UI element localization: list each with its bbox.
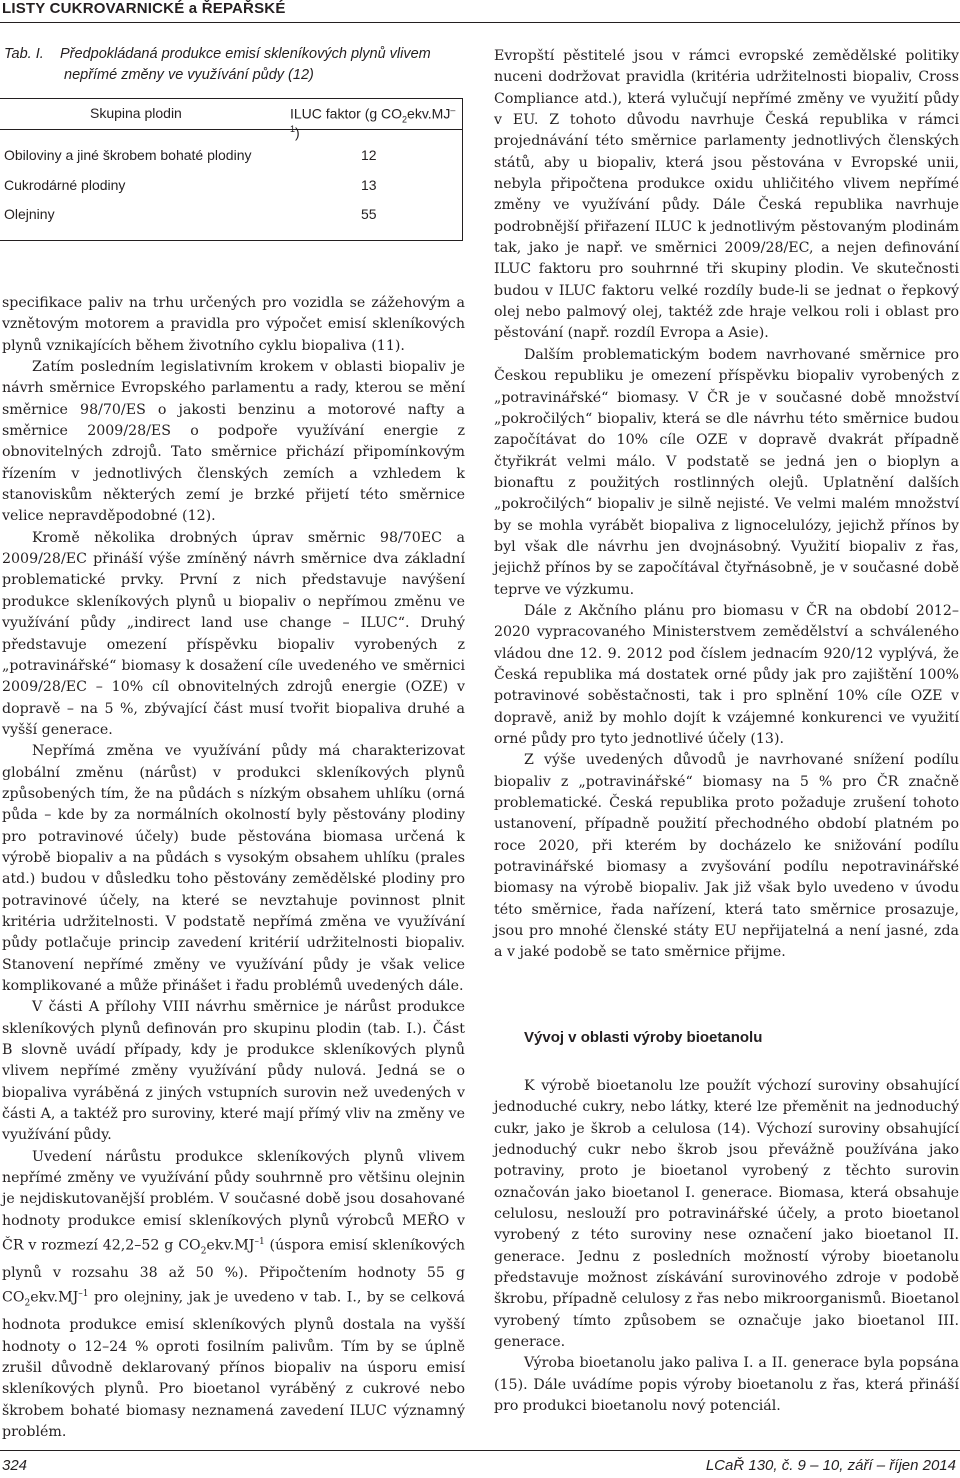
paragraph: Evropští pěstitelé jsou v rámci evropské zemědělské politiky nuceni dodržovat pravidla (kritéria udržitelnosti biopaliv, Cross Compliance atd.), která vylučují nepřímé změny ve využití půdy v EU. Z tohoto důvodu navrhuje Česká republika v rámci projednávání této směrnice parlamenty jednotlivých členských států, aby u biopaliv, která jsou pěstována v Evropské unii, nebyla připočtena produkce oxidu uhličitého vlivem nepřímé změny ve využívání půdy. Dále Česká republika navrhuje podrobnější přiřazení ILUC k jednotlivým pěstovaným plodinám tak, jako je např. ve směrnici 2009/28/EC, a nejen definování ILUC faktoru pro souhrnné tři skupiny plodin. Ve skutečnosti budou v ILUC faktoru velké rozdíly bude-li se jednat o řepkový olej nebo palmový olej, taktéž zde hraje velkou roli i oblast pro pěstování (např. rozdíl Evropa a Asie). (494, 48, 959, 342)
paragraph: Zatím posledním legislativním krokem v oblasti biopaliv je návrh směrnice Evropského parlamentu a rady, kterou se mění směrnice 98/70/ES o jakosti benzinu a motorové nafty a směrnice 2009/28/ES o podpoře využívání energie z obnovitelných zdrojů. Tato směrnice přichází připomínkovým řízením v jednotlivých členských zemích a vzhledem k stanoviskům některých zemí je brzké přijetí této směrnice velice nepravděpodobné (12). (2, 359, 465, 525)
paragraph: Nepřímá změna ve využívání půdy má charakterizovat globální změnu (nárůst) v produkci skleníkových plynů způsobených tím, že na půdách s nízkým obsahem uhlíku (orná půda – kde by za normálních okolností byly pěstovány plodiny pro potravinové účely) bude pěstována biomasa určená k výrobě biopaliv a na půdách s vysokým obsahem uhlíku (prales atd.) budou v důsledku toho pěstovány zemědělské plodiny pro potravinové účely, na které se nevztahuje povinnost plnit kritéria udržitelnosti. V podstatě nepřímá změna ve využívání půdy potlačuje princip zavedení kritérií udržitelnosti biopaliv. Stanovení nepřímé změny ve využívání půdy je však velice komplikované a může přinášet i řadu problémů uvedených dále. (2, 743, 465, 994)
crop-group-cell: Obiloviny a jiné škrobem bohaté plodiny (4, 147, 252, 163)
iluc-factor-cell: 55 (361, 206, 377, 222)
paragraph: K výrobě bioetanolu lze použít výchozí suroviny obsahující jednoduché cukry, nebo látky, které lze přeměnit na jednoduchý cukr, jako je škrob a celulosa (14). Výchozí suroviny obsahující jednoduchý cukr nebo škrob jsou převážně používána jako potraviny, proto je bioetanol vyrobený z těchto surovin označován jako bioetanol I. generace. Biomasa, která obsahuje celulosu, neslouží pro potravinářské účely, a proto bioetanol vyrobený z této suroviny nese označení jako bioetanol II. generace. Jednu z posledních možností výroby bioetanolu představuje možnost získávání surovinového zdroje v podobě škrobu, případně celulosy z řas nebo mikroorganismů. Bioetanol vyrobený tímto způsobem se označuje jako bioetanol III. generace. (494, 1078, 959, 1351)
table-row (0, 177, 462, 197)
paragraph: Kromě několika drobných úprav směrnic 98/70EC a 2009/28/EC přináší výše zmíněný návrh směrnice dva základní problematické prvky. První z nich představuje navýšení produkce skleníkových plynů u biopaliv o nepřímou změnu ve využívání půdy „indirect land use change – ILUC“. Druhý představuje omezení příspěvku biopaliv vyrobených z „potravinářské“ biomasy k dosažení cíle uvedeného ve směrnici 2009/28/EC – 10% cíl obnovitelných zdrojů energie (OZE) v dopravě – na 5 %, zbývající část musí tvořit biopaliva druhé a vyšší generace. (2, 529, 465, 738)
iluc-factor-cell: 12 (361, 147, 377, 163)
crop-group-cell: Cukrodárné plodiny (4, 177, 126, 193)
table-label: Tab. I. (4, 46, 44, 62)
journal-reference: LCaŘ 130, č. 9 – 10, září – říjen 2014 (705, 1457, 956, 1474)
right-text-column-lower (494, 1076, 959, 1418)
section-heading: Vývoj v oblasti výroby bioetanolu (524, 1029, 763, 1046)
left-text-column (2, 293, 465, 1443)
iluc-factor-cell: 13 (361, 177, 377, 193)
paragraph: Uvedení nárůstu produkce skleníkových plynů vlivem nepřímé změny ve využívání půdy souhrnně pro většinu olejnin je nejdiskutovanější problém. V současné době jsou dosahované hodnoty produkce emisí skleníkových plynů výrobců MEŘO v ČR v rozmezí 42,2–52 g $CO_2ekv.MJ^{-1}$ (úspora emisí skleníkových plynů v rozsahu 38 až 50 %). Připočtením hodnoty 55 g $CO_2ekv.MJ^{-1}$ pro olejniny, jak je uvedeno v tab. I., by se celková hodnota produkce emisí skleníkových plynů dostala na vyšší hodnoty o 12–24 % oproti fosilním palivům. Tím by se úplně zrušil důvodně deklarovaný přínos biopaliv na úsporu emisí skleníkových plynů. Pro bioetanol vyráběný z cukrové nebo škrobem bohaté biomasy neznamená zavedení ILUC významný problém. (2, 1148, 465, 1440)
journal-title: LISTY CUKROVARNICKÉ a ŘEPAŘSKÉ (2, 0, 286, 17)
col-header-crop-group: Skupina plodin (90, 105, 182, 121)
page-number: 324 (2, 1457, 28, 1474)
paragraph: Dále z Akčního plánu pro biomasu v ČR na období 2012–2020 vypracovaného Ministerstvem zemědělství a schváleného vládou dne 12. 9. 2012 pod číslem jednacím 920/12 vyplývá, že Česká republika má dostatek orné půdy jak pro zajištění 100% potravinové soběstačnosti, tak i pro splnění 10% cíle OZE v dopravě, aniž by mohlo dojít k vzájemné konkurenci ve využití orné půdy pro tyto jednotlivé účely (13). (494, 602, 959, 747)
paragraph: specifikace paliv na trhu určených pro vozidla se zážehovým a vznětovým motorem a pravidla pro výpočet emisí skleníkových plynů vznikajících během životního cyklu biopaliva (11). (2, 295, 465, 354)
right-text-column (494, 46, 959, 964)
table-caption-line2: nepřímé změny ve využívání půdy (12) (64, 67, 314, 83)
ghg-table (0, 98, 463, 241)
paragraph: Z výše uvedených důvodů je navrhované snížení podílu biopaliv z „potravinářské“ biomasy na 5 % pro ČR značně problematické. Česká republika proto požaduje zrušení tohoto ustanovení, případně použití přechodného období platném po roce 2020, při kterém by docházelo ke snižování podílu potravinářské biomasy a zvyšování podílu nepotravinářské biomasy na výrobě biopaliv. Jak již však bylo uvedeno v úvodu této směrnice, řada nařízení, která tato směrnice prosazuje, jsou pro mnohé členské státy EU nepřijatelná a není jasné, zda a v jaké podobě se tato směrnice přijme. (494, 752, 959, 961)
col-header-iluc-factor: ILUC faktor (g $CO_2ekv.MJ^{-1}$) (290, 105, 456, 142)
crop-group-cell: Olejniny (4, 206, 55, 222)
table-caption (4, 44, 474, 86)
running-header (0, 0, 960, 23)
table-caption-line1: Předpokládaná produkce emisí skleníkových plynů vlivem (60, 46, 431, 62)
table-row (0, 147, 462, 167)
table-header-row (0, 99, 462, 142)
page-footer (0, 1450, 960, 1478)
paragraph: Dalším problematickým bodem navrhované směrnice pro Českou republiku je omezení příspěvku biopaliv vyrobených z „potravinářské“ biomasy. V ČR je v současné době množství „pokročilých“ biopaliv, která se dle návrhu této směrnice budou započítávat do 10% cíle OZE v dopravě dvakrát případně čtyřikrát velmi málo. V podstatě se jedná jen o bioplyn a bionaftu z použitých rostlinných olejů. Uplatnění dalších „pokročilých“ biopaliv je silně nejisté. Ve velmi malém množství by se mohla vyrábět biopaliva z lignocelulózy, jejichž přínos by byl však dle návrhu jen dvojnásobný. Využití biopaliv z řas, jejichž přínos by se započítával čtyřnásobně, je v současné době teprve ve výzkumu. (494, 346, 959, 598)
paragraph: Výroba bioetanolu jako paliva I. a II. generace byla popsána (15). Dále uvádíme popis výroby bioetanolu z řas, která přináší pro produkci bioetanolu nový potenciál. (494, 1355, 959, 1415)
table-row (0, 206, 462, 226)
paragraph: V části A přílohy VIII návrhu směrnice je nárůst produkce skleníkových plynů definován pro skupinu plodin (tab. I.). Část B slovně uvádí případy, kdy je produkce skleníkových plynů vlivem nepřímé změny využívání půdy nulová. Jedná se o biopaliva vyráběná z jiných vstupních surovin než uvedených v části A, a taktéž pro suroviny, které mají přímý vliv na změny ve využívání půdy. (2, 999, 465, 1144)
